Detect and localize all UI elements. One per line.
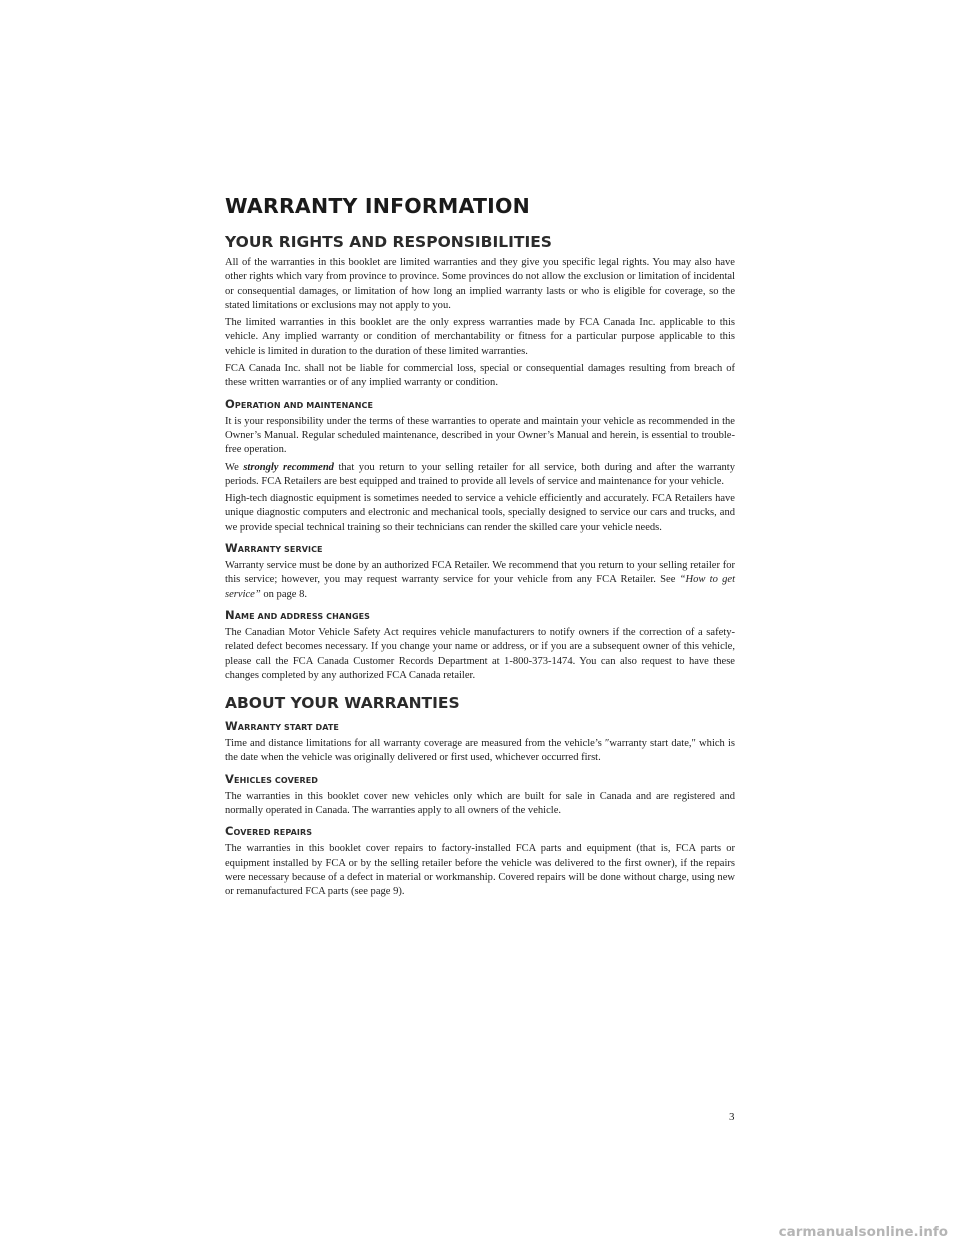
paragraph: All of the warranties in this booklet are limited warranties and they give you specific legal rights. You may also have other rights which vary from province to province. Some provinces do not allow the exclusion or limitation of incidental or consequential damages, or limitation of how long an implied warranty lasts or who is eligible for coverage, so the stated limitations or exclusions may not apply to you.: [225, 257, 735, 311]
page-number: 3: [729, 1111, 735, 1123]
page-title: WARRANTY INFORMATION: [225, 194, 530, 218]
paragraph: We strongly recommend that you return to your selling retailer for all service, both during and after the warranty periods. FCA Retailers are best equipped and trained to provide all levels of service and maintenance for your vehicle.: [225, 461, 736, 487]
subheading-operation-maintenance: OPERATION AND MAINTENANCE: [225, 396, 374, 411]
subheading-warranty-service: WARRANTY SERVICE: [225, 541, 323, 556]
cross-reference-link: “How to get service”: [225, 574, 736, 600]
paragraph: It is your responsibility under the terms of these warranties to operate and maintain your vehicle as recommended in the Owner’s Manual. Regular scheduled maintenance, described in your Owner’s Manual and herein, is essential to trouble-free operation.: [225, 415, 735, 456]
paragraph: FCA Canada Inc. shall not be liable for commercial loss, special or consequential damages resulting from breach of these written warranties or of any implied warranty or condition.: [225, 363, 735, 389]
watermark-text: carmanualsonline.info: [778, 1224, 948, 1240]
watermark: [0, 1220, 960, 1242]
paragraph: The Canadian Motor Vehicle Safety Act requires vehicle manufacturers to notify owners if the correction of a safety-related defect becomes necessary. If you change your name or address, or if you are a subsequent owner of this vehicle, please call the FCA Canada Customer Records Department at 1-800-373-1474. You can also request to have these changes completed by any authorized FCA Canada retailer.: [225, 626, 735, 681]
section-heading-about-warranties: ABOUT YOUR WARRANTIES: [225, 694, 460, 713]
subheading-warranty-start-date: WARRANTY START DATE: [225, 719, 339, 734]
page-content: [225, 193, 735, 903]
section-heading-rights: YOUR RIGHTS AND RESPONSIBILITIES: [225, 233, 552, 251]
emphasis-text: strongly recommend: [243, 461, 334, 473]
paragraph: High-tech diagnostic equipment is sometimes needed to service a vehicle efficiently and accurately. FCA Retailers have unique diagnostic computers and electronic and mechanical tools, specially designed to service our cars and trucks, and we provide special technical training so their technicians can render the skilled care your vehicle needs.: [225, 493, 735, 533]
paragraph: Warranty service must be done by an authorized FCA Retailer. We recommend that you return to your selling retailer for this service; however, you may request warranty service for your vehicle from any FCA Retailer. See “How to get service” on page 8.: [225, 560, 736, 600]
paragraph: The limited warranties in this booklet are the only express warranties made by FCA Canada Inc. applicable to this vehicle. Any implied warranty or condition of merchantability or fitness for a particular purpose applicable to this vehicle is limited in duration to the duration of these limited warranties.: [225, 317, 735, 357]
subheading-covered-repairs: COVERED REPAIRS: [225, 824, 313, 839]
subheading-vehicles-covered: VEHICLES COVERED: [225, 771, 319, 786]
paragraph: The warranties in this booklet cover repairs to factory-installed FCA parts and equipment (that is, FCA parts or equipment installed by FCA or by the selling retailer before the vehicle was delivered to the first owner), if the repairs were necessary because of a defect in material or workmanship. Covered repairs will be done without charge, using new or remanufactured FCA parts (see page 9).: [225, 843, 735, 898]
paragraph: The warranties in this booklet cover new vehicles only which are built for sale in Canada and are registered and normally operated in Canada. The warranties apply to all owners of the vehicle.: [225, 790, 735, 817]
subheading-name-address-changes: NAME AND ADDRESS CHANGES: [225, 607, 371, 622]
paragraph: Time and distance limitations for all warranty coverage are measured from the vehicle’s ″warranty start date,″ which is the date when the vehicle was originally delivered or first used, whichever occurred first.: [225, 738, 735, 764]
